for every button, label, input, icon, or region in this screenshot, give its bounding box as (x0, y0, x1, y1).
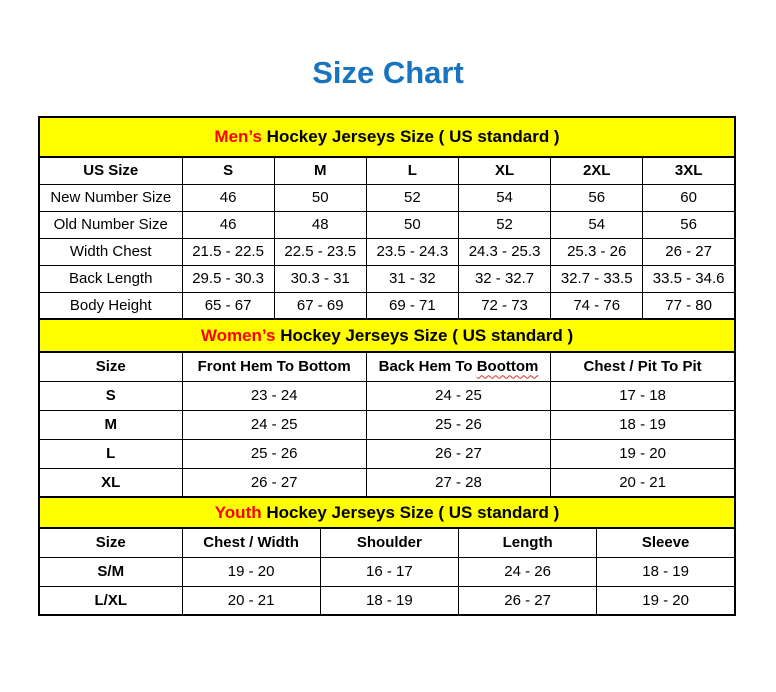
table-row (39, 381, 735, 410)
value-cell: 27 - 28 (366, 468, 550, 497)
value-cell: 56 (643, 211, 735, 238)
value-cell: 25 - 26 (366, 410, 550, 439)
value-cell: 48 (274, 211, 366, 238)
value-cell: 21.5 - 22.5 (182, 238, 274, 265)
value-cell: 24 - 25 (366, 381, 550, 410)
value-cell: 33.5 - 34.6 (643, 265, 735, 292)
value-cell: 77 - 80 (643, 292, 735, 319)
header-cell: Chest / Pit To Pit (551, 352, 735, 381)
table-row (39, 292, 735, 319)
table-row (39, 265, 735, 292)
header-cell: Size (39, 528, 182, 557)
table-row (39, 439, 735, 468)
header-cell: 2XL (551, 157, 643, 184)
value-cell: 32.7 - 33.5 (551, 265, 643, 292)
row-label: M (39, 410, 182, 439)
value-cell: 26 - 27 (366, 439, 550, 468)
value-cell: 22.5 - 23.5 (274, 238, 366, 265)
misspelled-word: Boottom (476, 358, 539, 376)
table-row (39, 410, 735, 439)
row-label: Back Length (39, 265, 182, 292)
header-cell: 3XL (643, 157, 735, 184)
value-cell: 32 - 32.7 (458, 265, 550, 292)
value-cell: 24.3 - 25.3 (458, 238, 550, 265)
page-title: Size Chart (312, 55, 464, 90)
value-cell: 18 - 19 (320, 586, 458, 615)
row-label: Old Number Size (39, 211, 182, 238)
header-text: Back Hem To (378, 358, 477, 376)
value-cell: 16 - 17 (320, 557, 458, 586)
header-cell: L (366, 157, 458, 184)
value-cell: 20 - 21 (551, 468, 735, 497)
header-cell (366, 352, 550, 381)
value-cell: 30.3 - 31 (274, 265, 366, 292)
table-row (39, 586, 735, 615)
value-cell: 24 - 25 (182, 410, 366, 439)
value-cell: 69 - 71 (366, 292, 458, 319)
row-label: Body Height (39, 292, 182, 319)
value-cell: 26 - 27 (459, 586, 597, 615)
value-cell: 26 - 27 (182, 468, 366, 497)
row-label: Width Chest (39, 238, 182, 265)
table-row (39, 211, 735, 238)
youth-banner-highlight: Youth (214, 502, 262, 522)
table-row (39, 238, 735, 265)
table-row (39, 468, 735, 497)
value-cell: 26 - 27 (643, 238, 735, 265)
value-cell: 72 - 73 (458, 292, 550, 319)
value-cell: 67 - 69 (274, 292, 366, 319)
value-cell: 46 (182, 184, 274, 211)
mens-size-table (38, 156, 736, 320)
value-cell: 18 - 19 (551, 410, 735, 439)
row-label: XL (39, 468, 182, 497)
womens-size-table (38, 351, 736, 498)
row-label: L/XL (39, 586, 182, 615)
row-label: S (39, 381, 182, 410)
youth-section-banner (38, 496, 736, 529)
youth-size-table (38, 527, 736, 616)
header-cell: Length (459, 528, 597, 557)
header-cell: Size (39, 352, 182, 381)
value-cell: 19 - 20 (597, 586, 735, 615)
header-cell: Front Hem To Bottom (182, 352, 366, 381)
value-cell: 56 (551, 184, 643, 211)
row-label: L (39, 439, 182, 468)
mens-banner-text: Hockey Jerseys Size ( US standard ) (261, 127, 560, 146)
value-cell: 18 - 19 (597, 557, 735, 586)
value-cell: 20 - 21 (182, 586, 320, 615)
value-cell: 24 - 26 (459, 557, 597, 586)
value-cell: 17 - 18 (551, 381, 735, 410)
mens-section-banner (38, 116, 736, 158)
womens-banner-text: Hockey Jerseys Size ( US standard ) (275, 325, 574, 345)
value-cell: 65 - 67 (182, 292, 274, 319)
header-cell: US Size (39, 157, 182, 184)
value-cell: 60 (643, 184, 735, 211)
value-cell: 29.5 - 30.3 (182, 265, 274, 292)
row-label: New Number Size (39, 184, 182, 211)
header-cell: Chest / Width (182, 528, 320, 557)
value-cell: 23 - 24 (182, 381, 366, 410)
value-cell: 31 - 32 (366, 265, 458, 292)
value-cell: 52 (366, 184, 458, 211)
youth-banner-text: Hockey Jerseys Size ( US standard ) (261, 502, 560, 522)
header-cell: Sleeve (597, 528, 735, 557)
value-cell: 23.5 - 24.3 (366, 238, 458, 265)
header-cell: XL (458, 157, 550, 184)
mens-banner-highlight: Men’s (214, 127, 262, 146)
youth-header-row (39, 528, 735, 557)
value-cell: 25 - 26 (182, 439, 366, 468)
mens-header-row (39, 157, 735, 184)
value-cell: 74 - 76 (551, 292, 643, 319)
value-cell: 50 (274, 184, 366, 211)
value-cell: 19 - 20 (182, 557, 320, 586)
value-cell: 54 (458, 184, 550, 211)
value-cell: 25.3 - 26 (551, 238, 643, 265)
header-cell: M (274, 157, 366, 184)
value-cell: 50 (366, 211, 458, 238)
value-cell: 54 (551, 211, 643, 238)
womens-header-row (39, 352, 735, 381)
table-row (39, 184, 735, 211)
header-cell: Shoulder (320, 528, 458, 557)
size-chart (38, 116, 736, 616)
womens-section-banner (38, 318, 736, 353)
value-cell: 52 (458, 211, 550, 238)
row-label: S/M (39, 557, 182, 586)
womens-banner-highlight: Women’s (200, 325, 276, 345)
value-cell: 46 (182, 211, 274, 238)
table-row (39, 557, 735, 586)
value-cell: 19 - 20 (551, 439, 735, 468)
header-cell: S (182, 157, 274, 184)
